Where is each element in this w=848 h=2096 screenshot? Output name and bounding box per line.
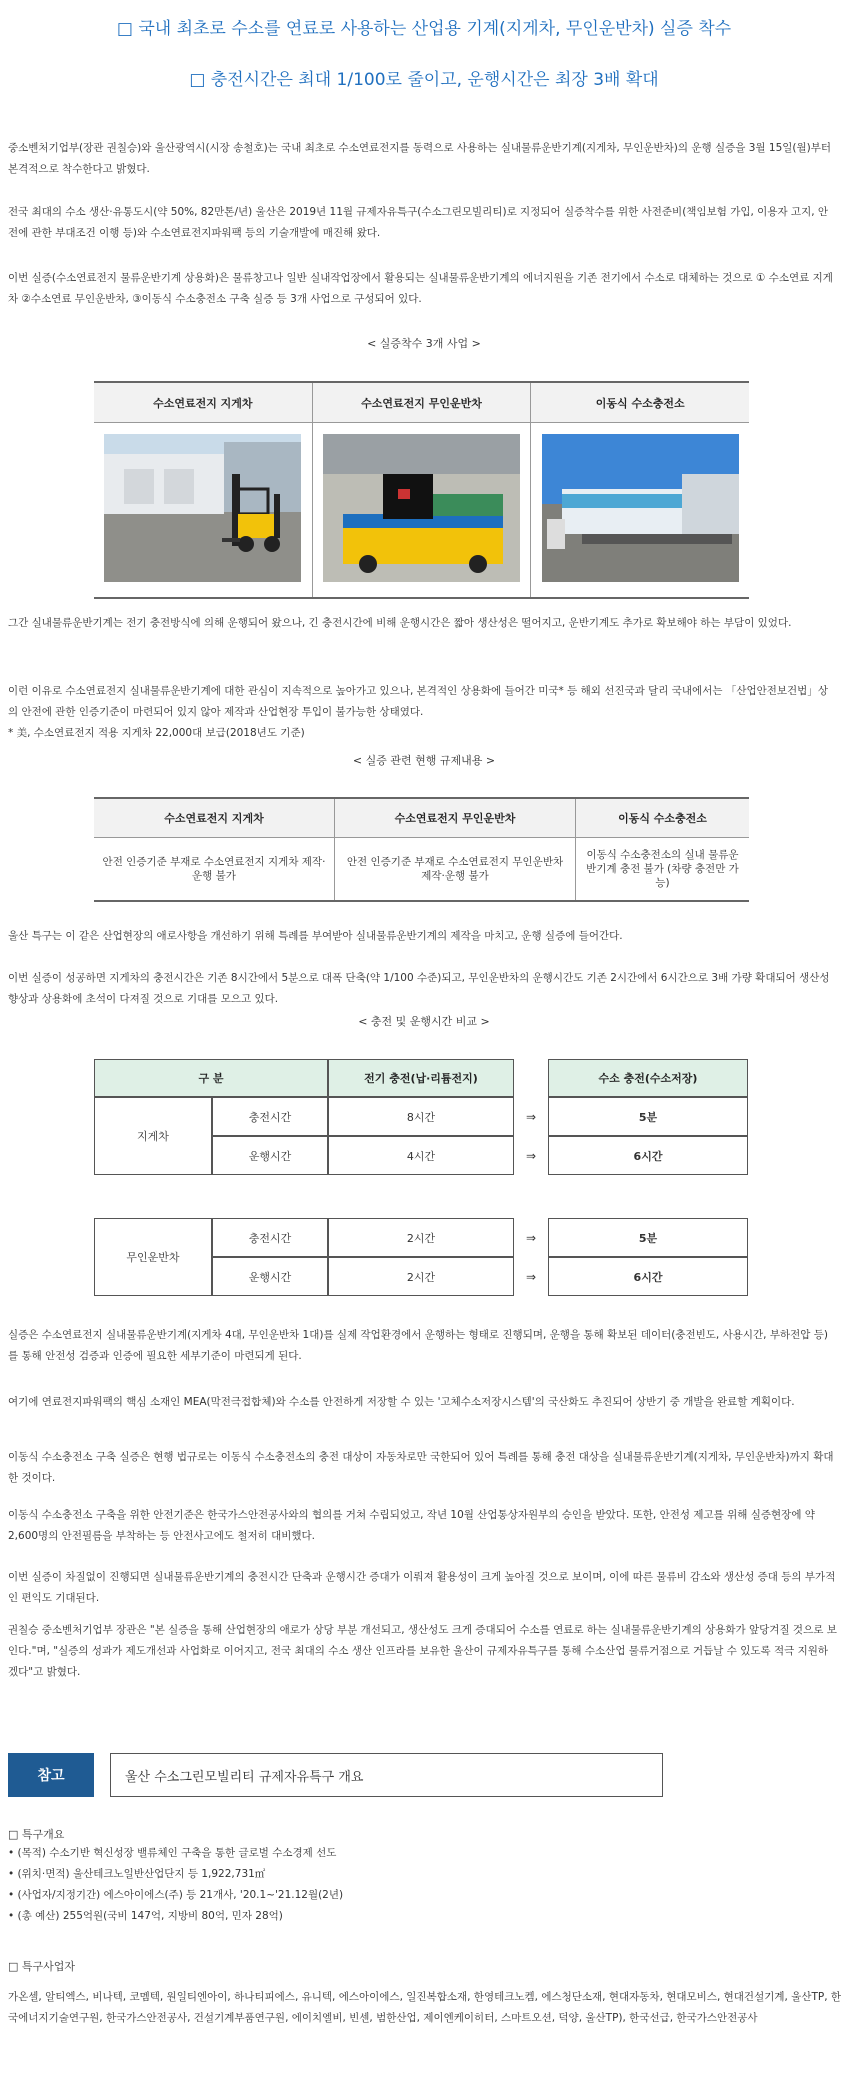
comparison-header-gubun: 구 분 — [94, 1059, 328, 1097]
comparison-header-electric: 전기 충전(납·리튬전지) — [328, 1059, 514, 1097]
forklift-run-electric: 4시간 — [328, 1136, 514, 1175]
arrow-icon: ⇒ — [525, 1270, 537, 1284]
agv-run-electric: 2시간 — [328, 1257, 514, 1296]
forklift-photo-cell — [94, 423, 312, 599]
paragraph-8: 실증은 수소연료전지 실내물류운반기계(지게차 4대, 무인운반차 1대)를 실제 작업환경에서 운행하는 형태로 진행되며, 운행을 통해 확보된 데이터(충전빈도, 사용시간, 부하전압 등)를 통해 안전성 검증과 인증에 필요한 세부기준이 마련되게 된다. — [8, 1329, 828, 1362]
overview-title: □ 특구개요 — [8, 1828, 65, 1841]
reference-button[interactable]: 참고 — [8, 1753, 94, 1797]
paragraph-11: 이동식 수소충전소 구축을 위한 안전기준은 한국가스안전공사와의 협의를 거쳐 수립되었고, 작년 10월 산업통상자원부의 승인을 받았다. 또한, 안전성 제고를 위해 실증현장에 약 2,600명의 안전필름을 부착하는 등 안전사고에도 철저히 대비했다. — [8, 1509, 815, 1542]
regulation-header-station: 이동식 수소충전소 — [576, 798, 750, 838]
agv-run-label: 운행시간 — [212, 1257, 328, 1296]
forklift-run-label: 운행시간 — [212, 1136, 328, 1175]
paragraph-3: 이번 실증(수소연료전지 물류운반기계 상용화)은 물류창고나 일반 실내작업장에서 활용되는 실내물류운반기계의 에너지원을 기존 전기에서 수소로 대체하는 것으로 ① 수소연료 지게차 ②수소연료 무인운반차, ③이동식 수소충전소 구축 실증 등 3개 사업으로 구성되어 있다. — [8, 272, 833, 305]
headline-2: □ 충전시간은 최대 1/100로 줄이고, 운행시간은 최장 3배 확대 — [189, 70, 659, 90]
agv-photo — [323, 434, 520, 582]
paragraph-9: 여기에 연료전지파워팩의 핵심 소재인 MEA(막전극접합체)와 수소를 안전하게 저장할 수 있는 '고체수소저장시스템'의 국산화도 추진되어 상반기 중 개발을 완료할 계획이다. — [8, 1396, 795, 1408]
regulation-table — [94, 797, 749, 902]
regulation-header-agv: 수소연료전지 무인운반차 — [335, 798, 576, 838]
overview-list — [8, 1843, 343, 1927]
regulation-cell-forklift: 안전 인증기준 부재로 수소연료전지 지게차 제작·운행 불가 — [94, 838, 335, 902]
agv-run-hydrogen: 6시간 — [548, 1257, 748, 1296]
operators-title: □ 특구사업자 — [8, 1960, 76, 1973]
paragraph-10: 이동식 수소충전소 구축 실증은 현행 법규로는 이동식 수소충전소의 충전 대상이 자동차로만 국한되어 있어 특례를 통해 충전 대상을 실내물류운반기계(지게차, 무인운반차)까지 확대한 것이다. — [8, 1451, 834, 1484]
station-photo — [542, 434, 739, 582]
paragraph-13: 권칠승 중소벤처기업부 장관은 "본 실증을 통해 산업현장의 애로가 상당 부분 개선되고, 생산성도 크게 증대되어 수소를 연료로 하는 실내물류운반기계의 상용화가 앞당겨질 것으로 보인다."며, "실증의 성과가 제도개선과 사업화로 이어지고, 전국 최대의 수소 생산 인프라를 보유한 울산이 규제자유특구를 통해 수소산업 물류거점으로 거듭날 수 있도록 적극 지원하겠다"고 밝혔다. — [8, 1624, 837, 1678]
paragraph-6: 울산 특구는 이 같은 산업현장의 애로사항을 개선하기 위해 특례를 부여받아 실내물류운반기계의 제작을 마치고, 운행 실증에 들어간다. — [8, 930, 623, 942]
forklift-run-hydrogen: 6시간 — [548, 1136, 748, 1175]
forklift-row-label: 지게차 — [94, 1097, 212, 1175]
arrow-icon: ⇒ — [525, 1231, 537, 1245]
agv-charge-hydrogen: 5분 — [548, 1218, 748, 1257]
caption-projects: < 실증착수 3개 사업 > — [367, 337, 481, 350]
caption-comparison: < 충전 및 운행시간 비교 > — [358, 1015, 490, 1028]
paragraph-1: 중소벤처기업부(장관 권칠승)와 울산광역시(시장 송철호)는 국내 최초로 수소연료전지를 동력으로 사용하는 실내물류운반기계(지게차, 무인운반차)의 운행 실증을 3월 15일(월)부터 본격적으로 착수한다고 밝혔다. — [8, 142, 832, 175]
regulation-cell-agv: 안전 인증기준 부재로 수소연료전지 무인운반차 제작·운행 불가 — [335, 838, 576, 902]
regulation-header-forklift: 수소연료전지 지게차 — [94, 798, 335, 838]
headline-1: □ 국내 최초로 수소를 연료로 사용하는 산업용 기계(지게차, 무인운반차) 실증 착수 — [116, 19, 732, 39]
overview-item: • (목적) 수소기반 혁신성장 밸류체인 구축을 통한 글로벌 수소경제 선도 — [8, 1847, 337, 1859]
caption-regulations: < 실증 관련 현행 규제내용 > — [352, 754, 496, 767]
projects-header-station: 이동식 수소충전소 — [531, 382, 749, 423]
paragraph-12: 이번 실증이 차질없이 진행되면 실내물류운반기계의 충전시간 단축과 운행시간 증대가 이뤄져 활용성이 크게 높아질 것으로 보이며, 이에 따른 물류비 감소와 생산성 증대 등의 부가적인 편익도 기대된다. — [8, 1571, 836, 1604]
paragraph-5-note: * 美, 수소연료전지 적용 지게차 22,000대 보급(2018년도 기준) — [8, 727, 305, 739]
projects-table — [94, 381, 749, 599]
comparison-header-hydrogen: 수소 충전(수소저장) — [548, 1059, 748, 1097]
regulation-cell-station: 이동식 수소충전소의 실내 물류운반기계 충전 불가 (차량 충전만 가능) — [576, 838, 750, 902]
station-photo-cell — [531, 423, 749, 599]
paragraph-5: 이런 이유로 수소연료전지 실내물류운반기계에 대한 관심이 지속적으로 높아가고 있으나, 본격적인 상용화에 들어간 미국* 등 해외 선진국과 달리 국내에서는 「산업안전보건법」상의 안전에 관한 인증기준이 마련되어 있지 않아 제작과 산업현장 투입이 불가능한 상태였다. — [8, 685, 828, 718]
forklift-photo — [104, 434, 301, 582]
forklift-charge-label: 충전시간 — [212, 1097, 328, 1136]
paragraph-4: 그간 실내물류운반기계는 전기 충전방식에 의해 운행되어 왔으나, 긴 충전시간에 비해 운행시간은 짧아 생산성은 떨어지고, 운반기계도 추가로 확보해야 하는 부담이 있었다. — [8, 617, 792, 629]
projects-header-forklift: 수소연료전지 지게차 — [94, 382, 312, 423]
arrow-icon: ⇒ — [525, 1149, 537, 1163]
agv-charge-label: 충전시간 — [212, 1218, 328, 1257]
arrow-icon: ⇒ — [525, 1110, 537, 1124]
agv-charge-electric: 2시간 — [328, 1218, 514, 1257]
projects-header-agv: 수소연료전지 무인운반차 — [312, 382, 531, 423]
forklift-charge-electric: 8시간 — [328, 1097, 514, 1136]
overview-item: • (총 예산) 255억원(국비 147억, 지방비 80억, 민자 28억) — [8, 1910, 283, 1922]
agv-photo-cell — [312, 423, 531, 599]
forklift-charge-hydrogen: 5분 — [548, 1097, 748, 1136]
paragraph-2: 전국 최대의 수소 생산·유통도시(약 50%, 82만톤/년) 울산은 2019년 11월 규제자유특구(수소그린모빌리티)로 지정되어 실증착수를 위한 사전준비(책임보험 가입, 이용자 고지, 안전에 관한 부대조건 이행 등)와 수소연료전지파워팩 등의 기술개발에 매진해 왔다. — [8, 206, 829, 239]
overview-item: • (사업자/지정기간) 에스아이에스(주) 등 21개사, '20.1~'21.12월(2년) — [8, 1889, 344, 1901]
reference-title: 울산 수소그린모빌리티 규제자유특구 개요 — [110, 1753, 663, 1797]
paragraph-7: 이번 실증이 성공하면 지게차의 충전시간은 기존 8시간에서 5분으로 대폭 단축(약 1/100 수준)되고, 무인운반차의 운행시간도 기존 2시간에서 6시간으로 3배 가량 확대되어 생산성 향상과 상용화에 초석이 다져질 것으로 기대를 모으고 있다. — [8, 972, 830, 1005]
operators-list: 가온셀, 알티엑스, 비나텍, 코멤텍, 원일티엔아이, 하나티피에스, 유니텍, 에스아이에스, 일진복합소재, 한영테크노켐, 에스청단소재, 현대자동차, 현대모비스, 현대건설기계, 울산TP, 한국에너지기술연구원, 한국가스안전공사, 건설기계부품연구원, 에이치엘비, 빈센, 범한산업, 제이엔케이히터, 스마트오션, 덕양, 울산TP), 한국선급, 한국가스안전공사 — [8, 1991, 842, 2024]
overview-item: • (위치·면적) 울산테크노일반산업단지 등 1,922,731㎡ — [8, 1868, 266, 1880]
agv-row-label: 무인운반차 — [94, 1218, 212, 1296]
